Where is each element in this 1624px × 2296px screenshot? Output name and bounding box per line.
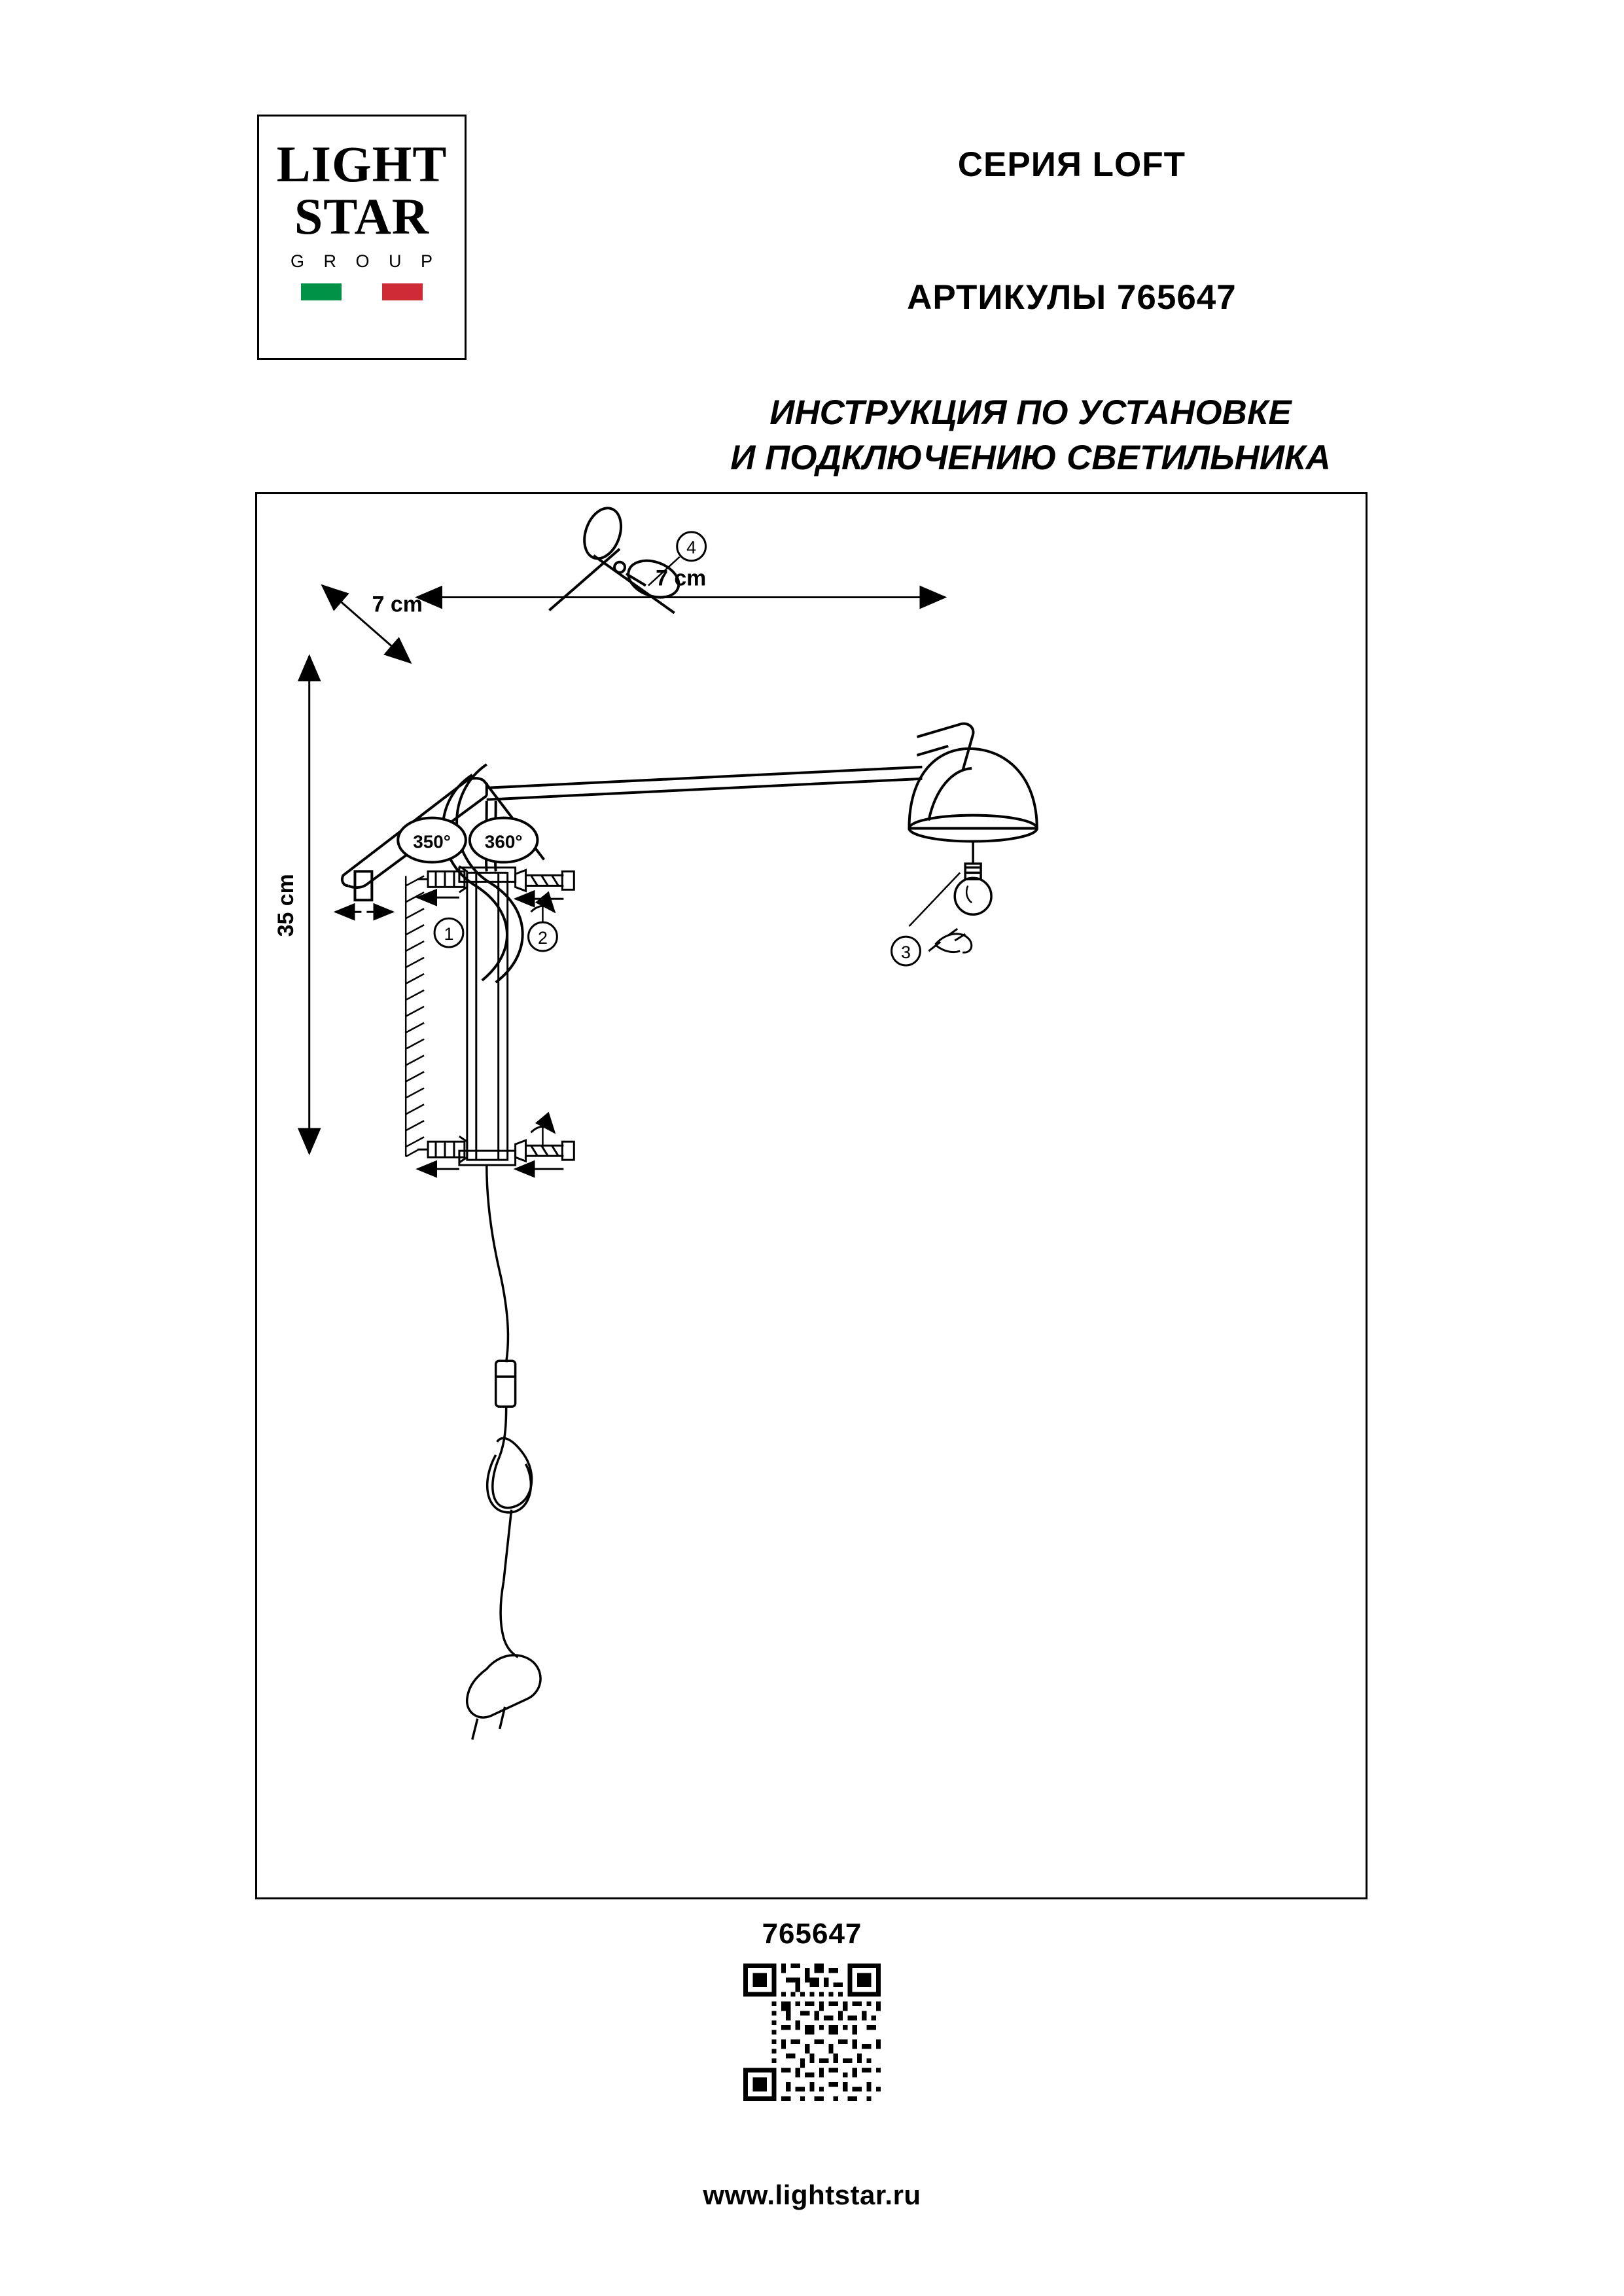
series-label: СЕРИЯ [957, 145, 1082, 184]
step-marker-1 [434, 918, 463, 947]
logo-text-group: G R O U P [290, 251, 440, 272]
step-2-arrow [516, 896, 564, 925]
header-text-block [589, 98, 1472, 481]
screw-bottom [516, 1122, 574, 1169]
dimension-depth [323, 586, 423, 663]
inline-switch [496, 1361, 516, 1407]
hand-screwing-icon [928, 929, 971, 952]
light-bulb [955, 842, 991, 915]
step-marker-3-label: 3 [901, 942, 911, 963]
step-marker-1-label: 1 [444, 924, 454, 944]
bulb-leader-line [909, 872, 960, 926]
footer-product-code: 765647 [762, 1918, 862, 1950]
dimension-height-label: 35 cm [273, 874, 298, 937]
step-marker-3 [892, 937, 921, 965]
rotation-badge-350-label: 350° [413, 831, 451, 852]
rotation-badge-350 [398, 818, 466, 863]
step-marker-2-label: 2 [537, 928, 548, 948]
page-header [0, 0, 1624, 477]
wall-hatching [406, 876, 424, 1157]
power-cable [487, 1165, 508, 1362]
footer-website[interactable]: www.lightstar.ru [703, 2179, 921, 2210]
instruction-title-line-2: И ПОДКЛЮЧЕНИЮ СВЕТИЛЬНИКА [730, 438, 1331, 477]
step-marker-2 [529, 922, 557, 951]
logo-text-star: STAR [294, 188, 430, 245]
italian-flag-icon [301, 283, 423, 300]
dimension-height [274, 656, 309, 1153]
dimension-width [417, 566, 945, 598]
qr-code [743, 1964, 881, 2101]
brand-logo [257, 115, 467, 360]
diagram-frame [255, 492, 1368, 1899]
series-line [589, 98, 1472, 231]
article-value: 765647 [1116, 278, 1237, 317]
article-line [589, 231, 1472, 364]
step-marker-4 [677, 532, 706, 561]
series-value: LOFT [1092, 145, 1186, 184]
power-plug [467, 1638, 540, 1740]
cable-coil [487, 1407, 532, 1638]
dimension-width-label: 7 cm [656, 565, 707, 591]
article-label: АРТИКУЛЫ [907, 278, 1107, 317]
qr-code-image [743, 1964, 881, 2101]
rotation-badge-360-label: 360° [484, 831, 523, 852]
dimension-depth-label: 7 cm [372, 592, 423, 617]
instruction-title-line-1: ИНСТРУКЦИЯ ПО УСТАНОВКЕ [769, 393, 1292, 432]
step-marker-4-label: 4 [686, 537, 697, 558]
lamp-shade [909, 724, 1036, 842]
rotation-badge-360 [470, 818, 538, 863]
screw-top [516, 870, 574, 891]
lamp-installation-diagram [257, 494, 1366, 1897]
mounting-plate [459, 867, 516, 1165]
logo-text-light: LIGHT [276, 135, 448, 192]
lamp-arm-structure [342, 764, 922, 982]
page-footer [0, 1918, 1624, 2104]
